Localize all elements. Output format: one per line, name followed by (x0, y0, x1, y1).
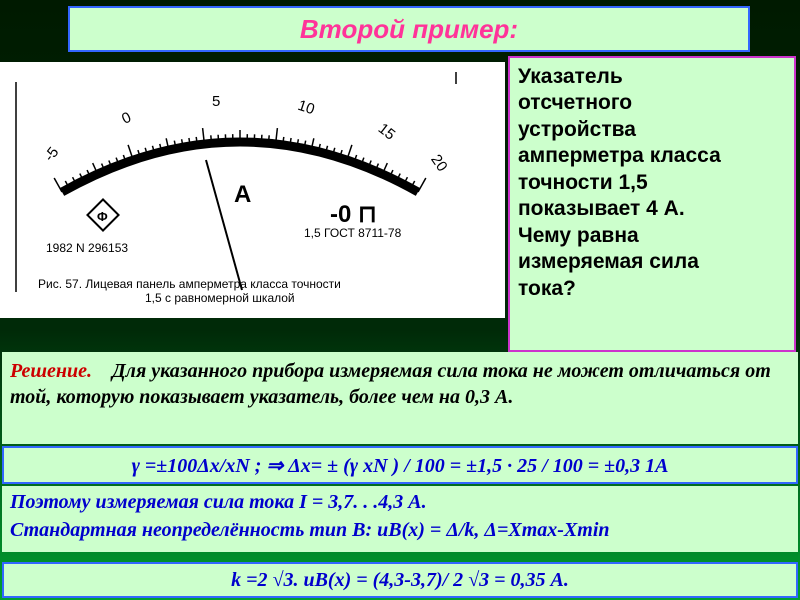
scale-tick (283, 137, 284, 145)
solution-paragraph (10, 358, 790, 410)
scale-label: 5 (212, 93, 221, 110)
slide-title: Второй пример: (299, 13, 519, 44)
title-banner (68, 6, 750, 52)
uncertainty-line: Стандартная неопределённость тип В: uB(x) = Δ/k, Δ=Xmax-Xmin (10, 519, 610, 541)
scale-label: 15 (374, 119, 399, 144)
scale-label: 0 (119, 108, 134, 128)
svg-text:Φ: Φ (97, 209, 108, 224)
solution-label: Решение. (10, 360, 93, 382)
pointer-needle (206, 160, 242, 290)
final-result: k =2 √3. uB(x) = (4,3-3,7)/ 2 √3 = 0,35 А. (231, 568, 569, 591)
dc-symbol: -0 ⊓ (330, 201, 377, 228)
serial-number: 1982 N 296153 (46, 241, 129, 255)
unit-label: A (234, 181, 252, 208)
scale-tick (218, 135, 219, 143)
scale-label: 10 (295, 96, 317, 119)
scale-label: -5 (40, 143, 63, 165)
ammeter-dial (0, 62, 505, 318)
figure-caption-line1: Рис. 57. Лицевая панель амперметра класса точности (38, 277, 341, 291)
accuracy-gost: 1,5 ГОСТ 8711-78 (304, 226, 402, 240)
conclusion-box (2, 486, 798, 552)
solution-box (2, 352, 798, 444)
maker-logo-icon (87, 199, 118, 230)
scale-tick (54, 178, 62, 192)
scale-tick (196, 137, 197, 145)
scale-tick (268, 135, 269, 143)
solution-text: Для указанного прибора измеряемая сила тока не может отличаться от той, которую показывает указатель, более чем на 0,3 А. (10, 360, 771, 408)
scale-tick (211, 135, 212, 143)
ammeter-figure (0, 62, 505, 318)
scale-tick (261, 135, 262, 143)
error-formula: γ =±100Δx/xN ; ⇒ Δx= ± (γ xN ) / 100 = ±1,5 · 25 / 100 = ±0,3 1А (131, 454, 669, 477)
scale-tick (418, 178, 426, 192)
current-range-line: Поэтому измеряемая сила тока I = 3,7. . .4,3 А. (10, 491, 427, 513)
question-text: Указатель отсчетного устройства амперметра класса точности 1,5 показывает 4 А. Чему равна измеряемая сила тока? (518, 65, 721, 300)
figure-caption-line2: 1,5 с равномерной шкалой (145, 291, 295, 305)
scale-label: 20 (427, 151, 451, 175)
final-result-box (2, 562, 798, 598)
error-formula-box (2, 446, 798, 484)
question-box (508, 56, 796, 352)
